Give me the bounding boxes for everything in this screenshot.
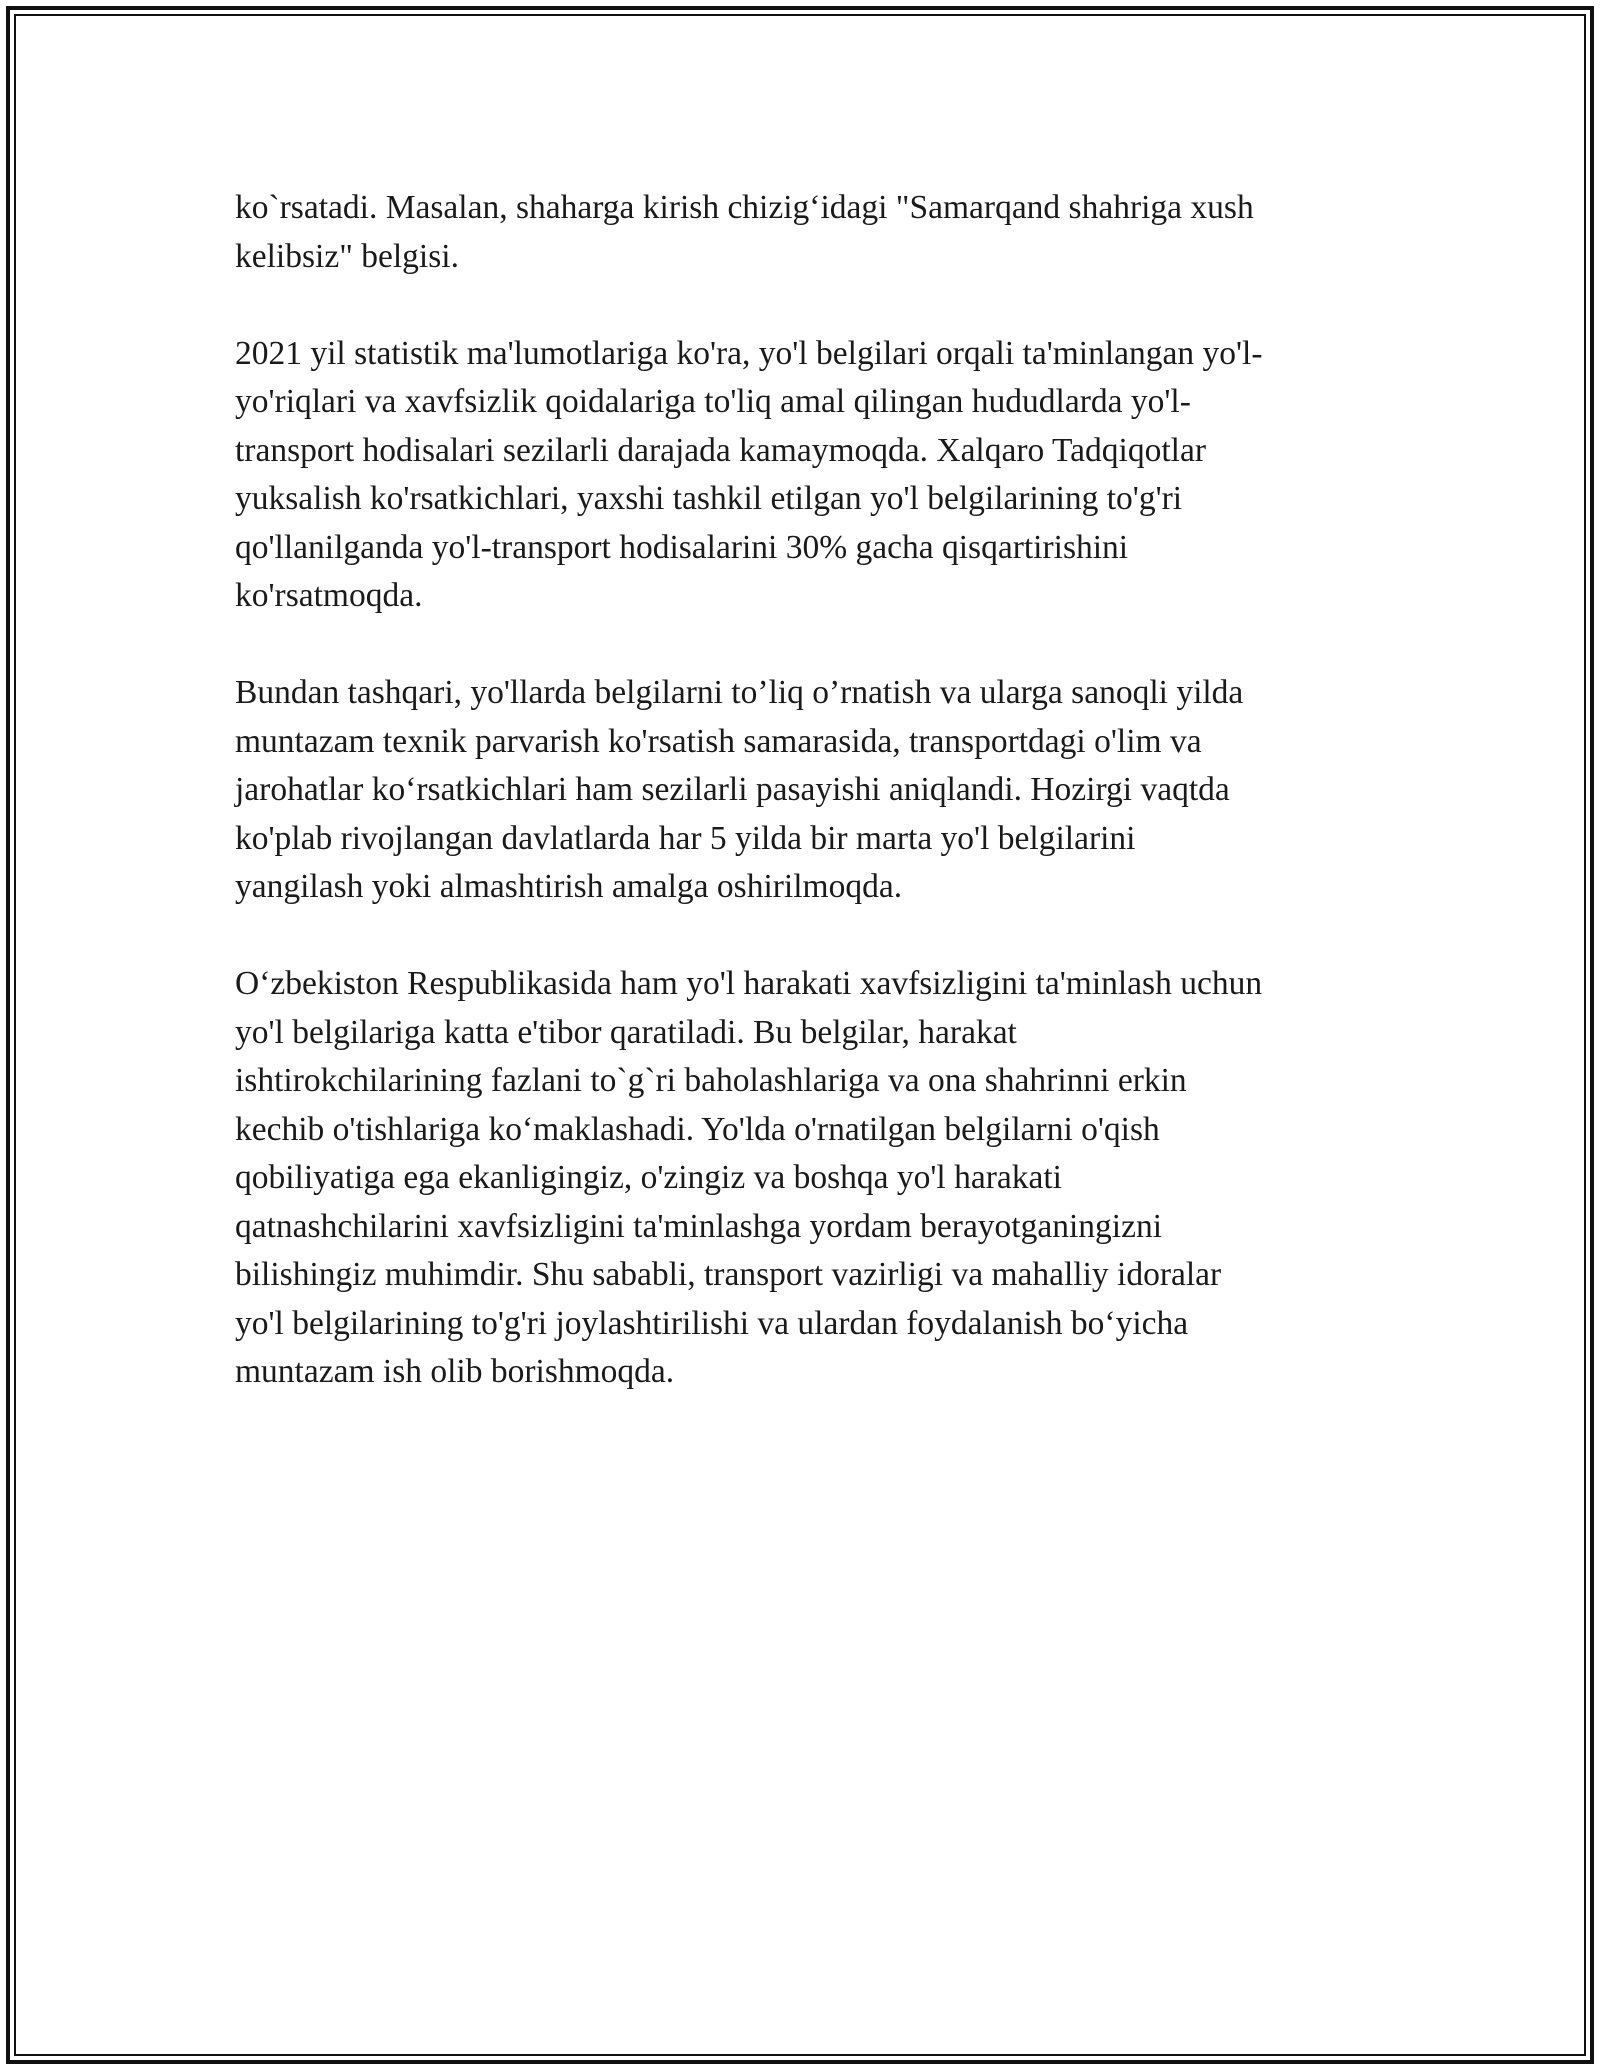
text-line: jarohatlar ko‘rsatkichlari ham sezilarli pasayishi aniqlandi. Hozirgi vaqtda <box>235 771 1230 808</box>
paragraph-1 <box>235 184 1375 281</box>
paragraph-4 <box>235 960 1375 1397</box>
text-line: yo'l belgilariga katta e'tibor qaratiladi. Bu belgilar, harakat <box>235 1013 1017 1051</box>
text-line: ishtirokchilarining fazlani to`g`ri baholashlariga va ona shahrinni erkin <box>235 1062 1187 1099</box>
text-line: qatnashchilarini xavfsizligini ta'minlashga yordam berayotganingizni <box>235 1207 1163 1245</box>
text-line: yo'riqlari va xavfsizlik qoidalariga to'liq amal qilingan hududlarda yo'l- <box>235 383 1191 420</box>
text-line: yangilash yoki almashtirish amalga oshirilmoqda. <box>235 868 903 905</box>
text-line: kelibsiz" belgisi. <box>235 237 459 275</box>
text-line: ko'plab rivojlangan davlatlarda har 5 yilda bir marta yo'l belgilarini <box>235 819 1136 857</box>
text-line: ko`rsatadi. Masalan, shaharga kirish chizig‘idagi "Samarqand shahriga xush <box>235 189 1254 226</box>
text-line: O‘zbekiston Respublikasida ham yo'l harakati xavfsizligini ta'minlash uchun <box>235 965 1263 1002</box>
text-line: bilishingiz muhimdir. Shu sababli, transport vazirligi va mahalliy idoralar <box>235 1256 1222 1293</box>
text-line: muntazam texnik parvarish ko'rsatish samarasida, transportdagi o'lim va <box>235 722 1202 760</box>
text-line: Bundan tashqari, yo'llarda belgilarni to’liq o’rnatish va ularga sanoqli yilda <box>235 674 1244 711</box>
text-line: 2021 yil statistik ma'lumotlariga ko'ra, yo'l belgilari orqali ta'minlangan yo'l- <box>235 334 1263 372</box>
text-line: transport hodisalari sezilarli darajada kamaymoqda. Xalqaro Tadqiqotlar <box>235 431 1206 469</box>
text-line: kechib o'tishlariga ko‘maklashadi. Yo'lda o'rnatilgan belgilarni o'qish <box>235 1110 1160 1148</box>
text-line: yuksalish ko'rsatkichlari, yaxshi tashkil etilgan yo'l belgilarining to'g'ri <box>235 480 1183 517</box>
paragraph-3 <box>235 669 1375 912</box>
document-body <box>235 184 1375 1445</box>
text-line: qobiliyatiga ega ekanligingiz, o'zingiz va boshqa yo'l harakati <box>235 1159 1062 1196</box>
text-line: muntazam ish olib borishmoqda. <box>235 1353 675 1390</box>
text-line: qo'llanilganda yo'l-transport hodisalarini 30% gacha qisqartirishini <box>235 528 1129 566</box>
paragraph-2 <box>235 330 1375 621</box>
text-line: ko'rsatmoqda. <box>235 577 423 614</box>
text-line: yo'l belgilarining to'g'ri joylashtirilishi va ulardan foydalanish bo‘yicha <box>235 1304 1189 1342</box>
